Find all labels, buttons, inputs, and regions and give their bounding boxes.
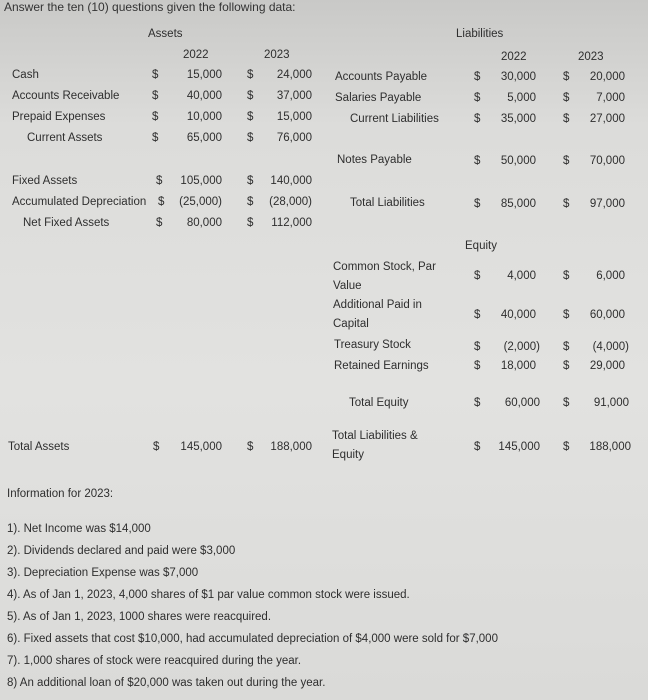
- currency-symbol: $: [247, 69, 254, 81]
- asset-value-2022: 80,000: [186, 217, 222, 229]
- liability-value-2022: 30,000: [500, 71, 536, 83]
- currency-symbol: $: [474, 341, 481, 353]
- total-assets-label: Total Assets: [8, 441, 70, 453]
- equity-value-2023: 29,000: [589, 360, 625, 372]
- currency-symbol: $: [563, 155, 570, 167]
- currency-symbol: $: [563, 309, 570, 321]
- asset-value-2023: 140,000: [270, 175, 312, 187]
- equity-label: Additional Paid in Capital: [333, 299, 422, 330]
- asset-value-2022: 105,000: [180, 175, 222, 187]
- equity-label: Treasury Stock: [334, 339, 411, 351]
- equity-value-2023: 6,000: [596, 270, 625, 282]
- total-equity-label: Total Equity: [349, 397, 409, 409]
- asset-value-2022: 65,000: [186, 132, 222, 144]
- total-assets-2023: 188,000: [270, 441, 312, 453]
- assets-year-2023: 2023: [264, 49, 290, 61]
- info-item: 8) An additional loan of $20,000 was taken out during the year.: [7, 677, 326, 689]
- currency-symbol: $: [563, 270, 570, 282]
- currency-symbol: $: [158, 196, 165, 208]
- asset-value-2022: 40,000: [186, 90, 222, 102]
- total-assets-2022: 145,000: [180, 441, 222, 453]
- asset-label: Current Assets: [27, 132, 103, 144]
- currency-symbol: $: [474, 397, 481, 409]
- currency-symbol: $: [247, 217, 254, 229]
- equity-value-2022: (2,000): [503, 341, 540, 353]
- currency-symbol: $: [152, 111, 159, 123]
- currency-symbol: $: [247, 196, 254, 208]
- asset-label: Accumulated Depreciation: [12, 196, 147, 208]
- currency-symbol: $: [153, 441, 160, 453]
- total-liabilities-equity-2022: 145,000: [498, 441, 540, 453]
- asset-value-2022: 10,000: [186, 111, 222, 123]
- total-equity-2022: 60,000: [504, 397, 540, 409]
- currency-symbol: $: [474, 113, 481, 125]
- currency-symbol: $: [474, 71, 481, 83]
- asset-value-2023: 37,000: [276, 90, 312, 102]
- info-title: Information for 2023:: [7, 488, 114, 500]
- currency-symbol: $: [247, 132, 254, 144]
- asset-value-2023: 112,000: [271, 217, 312, 229]
- currency-symbol: $: [563, 198, 570, 210]
- currency-symbol: $: [152, 90, 159, 102]
- currency-symbol: $: [563, 113, 570, 125]
- currency-symbol: $: [563, 92, 570, 104]
- asset-label: Fixed Assets: [12, 175, 78, 187]
- liability-value-2023: 70,000: [589, 155, 625, 167]
- liability-value-2022: 50,000: [500, 155, 536, 167]
- liability-value-2023: 7,000: [596, 92, 625, 104]
- currency-symbol: $: [474, 92, 481, 104]
- currency-symbol: $: [474, 441, 481, 453]
- currency-symbol: $: [563, 441, 570, 453]
- info-item: 6). Fixed assets that cost $10,000, had accumulated depreciation of $4,000 were sold for $7,000: [7, 633, 498, 645]
- assets-year-2022: 2022: [183, 49, 209, 61]
- liabilities-title: Liabilities: [456, 28, 504, 40]
- asset-label: Prepaid Expenses: [12, 111, 106, 123]
- asset-value-2022: (25,000): [179, 196, 222, 208]
- equity-value-2022: 4,000: [507, 270, 536, 282]
- asset-value-2022: 15,000: [186, 69, 222, 81]
- currency-symbol: $: [474, 360, 481, 372]
- asset-value-2023: 76,000: [276, 132, 312, 144]
- info-item: 7). 1,000 shares of stock were reacquired during the year.: [7, 655, 302, 667]
- liability-value-2023: 20,000: [589, 71, 625, 83]
- liabilities-year-2022: 2022: [501, 51, 527, 63]
- equity-value-2022: 40,000: [500, 309, 536, 321]
- equity-value-2023: 60,000: [589, 309, 625, 321]
- equity-label: Retained Earnings: [334, 360, 429, 372]
- liability-label: Notes Payable: [337, 154, 412, 166]
- info-item: 4). As of Jan 1, 2023, 4,000 shares of $1 par value common stock were issued.: [7, 589, 410, 601]
- total-liabilities-2023: 97,000: [589, 198, 625, 210]
- liabilities-year-2023: 2023: [578, 51, 604, 63]
- equity-value-2022: 18,000: [500, 360, 536, 372]
- liability-label: Salaries Payable: [335, 92, 422, 104]
- asset-label: Accounts Receivable: [12, 90, 120, 102]
- total-liabilities-equity-2023: 188,000: [589, 441, 631, 453]
- currency-symbol: $: [247, 90, 254, 102]
- equity-label: Common Stock, Par Value: [333, 261, 436, 292]
- asset-value-2023: (28,000): [269, 196, 312, 208]
- currency-symbol: $: [474, 155, 481, 167]
- instructions-header: Answer the ten (10) questions given the following data:: [4, 0, 296, 14]
- total-liabilities-2022: 85,000: [500, 198, 536, 210]
- currency-symbol: $: [563, 397, 570, 409]
- currency-symbol: $: [247, 441, 254, 453]
- assets-title: Assets: [148, 28, 183, 40]
- currency-symbol: $: [152, 132, 159, 144]
- currency-symbol: $: [156, 175, 163, 187]
- currency-symbol: $: [563, 360, 570, 372]
- total-liabilities-label: Total Liabilities: [350, 197, 425, 209]
- liability-label: Accounts Payable: [335, 71, 428, 83]
- currency-symbol: $: [247, 111, 254, 123]
- currency-symbol: $: [563, 341, 570, 353]
- liability-value-2023: 27,000: [589, 113, 625, 125]
- asset-label: Cash: [12, 69, 39, 81]
- asset-value-2023: 15,000: [276, 111, 312, 123]
- equity-value-2023: (4,000): [592, 341, 629, 353]
- currency-symbol: $: [152, 69, 159, 81]
- info-item: 5). As of Jan 1, 2023, 1000 shares were reacquired.: [7, 611, 272, 623]
- currency-symbol: $: [474, 270, 481, 282]
- info-item: 2). Dividends declared and paid were $3,000: [7, 545, 236, 557]
- info-item: 1). Net Income was $14,000: [7, 523, 151, 535]
- total-liabilities-equity-label: Total Liabilities & Equity: [332, 430, 418, 461]
- currency-symbol: $: [563, 71, 570, 83]
- equity-title: Equity: [465, 240, 497, 252]
- asset-label: Net Fixed Assets: [23, 217, 110, 229]
- info-item: 3). Depreciation Expense was $7,000: [7, 567, 199, 579]
- liability-value-2022: 5,000: [507, 92, 536, 104]
- currency-symbol: $: [247, 175, 254, 187]
- total-equity-2023: 91,000: [593, 397, 629, 409]
- currency-symbol: $: [474, 309, 481, 321]
- liability-value-2022: 35,000: [500, 113, 536, 125]
- currency-symbol: $: [156, 217, 163, 229]
- liability-label: Current Liabilities: [350, 113, 439, 125]
- currency-symbol: $: [474, 198, 481, 210]
- asset-value-2023: 24,000: [276, 69, 312, 81]
